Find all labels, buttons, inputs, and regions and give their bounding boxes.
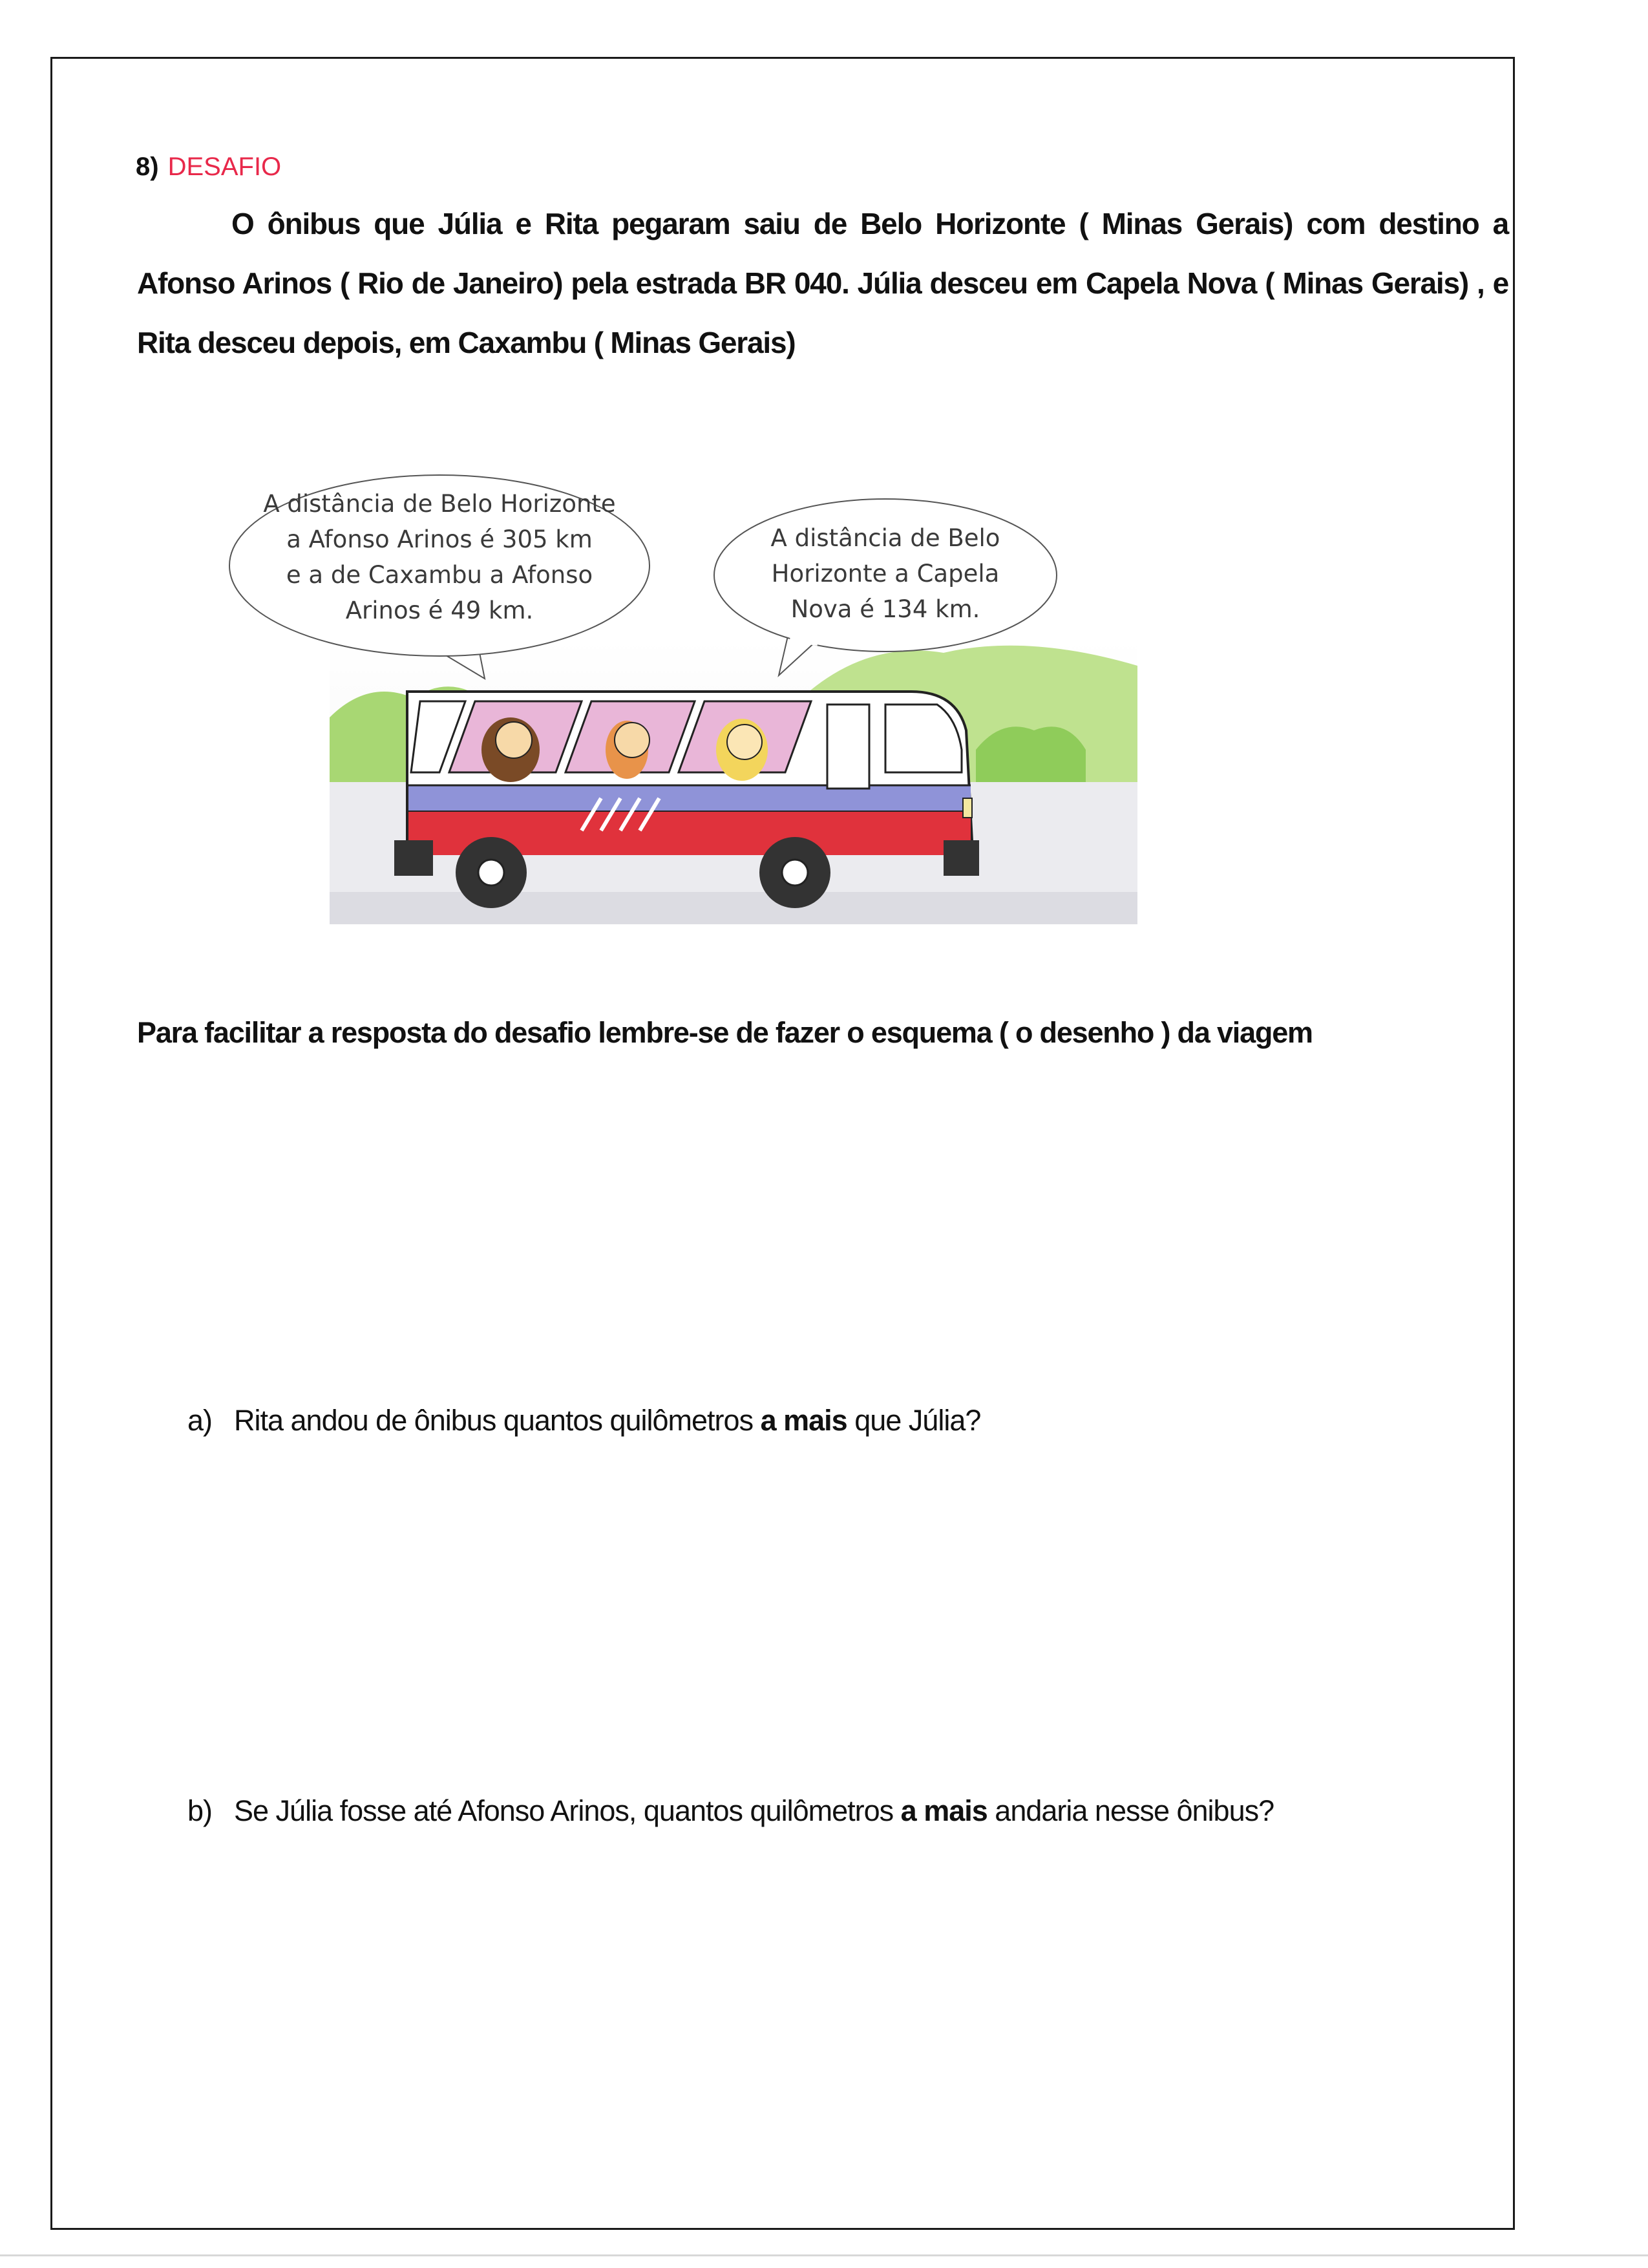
instruction-text: Para facilitar a resposta do desafio lembre-se de fazer o esquema ( o desenho ) da viagem [137, 1016, 1313, 1049]
bubble-right-line-3: Nova é 134 km. [790, 595, 980, 623]
question-b [187, 1794, 1274, 1828]
front-bumper [944, 840, 979, 876]
road-shade [330, 892, 1137, 924]
question-b-label: b) [187, 1794, 213, 1827]
bubble-left-line-3: e a de Caxambu a Afonso [286, 561, 593, 589]
exercise-heading [136, 153, 281, 182]
right-bush [976, 726, 1086, 782]
passenger-julia [481, 717, 540, 782]
exercise-title: DESAFIO [167, 153, 282, 181]
intro-line-1: O ônibus que Júlia e Rita pegaram saiu de Belo Horizonte ( Minas Gerais) com destino a [231, 207, 1508, 240]
bus-illustration [220, 446, 1144, 937]
exercise-number: 8) [136, 153, 159, 181]
worksheet-border [50, 57, 1515, 2230]
bubble-left-line-4: Arinos é 49 km. [345, 597, 534, 624]
bubble-left-line-2: a Afonso Arinos é 305 km [286, 525, 593, 553]
scan-edge-line [0, 2254, 1648, 2256]
bubble-right-line-1: A distância de Belo [770, 524, 1000, 552]
question-b-text: Se Júlia fosse até Afonso Arinos, quantos quilômetros [234, 1794, 894, 1827]
intro-paragraph [137, 194, 1508, 372]
question-b-emphasis: a mais [900, 1794, 988, 1827]
rear-wheel [456, 837, 527, 908]
bus-door [827, 705, 869, 789]
question-a-label: a) [187, 1404, 213, 1437]
question-a-text: Rita andou de ônibus quantos quilômetros [234, 1404, 754, 1437]
intro-line-2: Afonso Arinos ( Rio de Janeiro) pela estrada BR 040. Júlia desceu em Capela Nova ( Minas [137, 266, 1363, 300]
bus-scene-svg [220, 446, 1144, 937]
intro-line-3: Gerais) , e Rita desceu depois, em Caxambu ( Minas Gerais) [137, 266, 1508, 359]
front-wheel [759, 837, 830, 908]
bubble-right-line-2: Horizonte a Capela [771, 560, 1000, 588]
question-a-emphasis: a mais [760, 1404, 847, 1437]
question-a-end: que Júlia? [854, 1404, 981, 1437]
bus-blue-stripe [408, 785, 971, 811]
question-a [187, 1404, 980, 1437]
passenger-rita [716, 719, 768, 781]
question-b-end: andaria nesse ônibus? [995, 1794, 1274, 1827]
headlight [963, 798, 972, 818]
rear-bumper [394, 840, 433, 876]
bubble-left-line-1: A distância de Belo Horizonte [263, 490, 616, 518]
